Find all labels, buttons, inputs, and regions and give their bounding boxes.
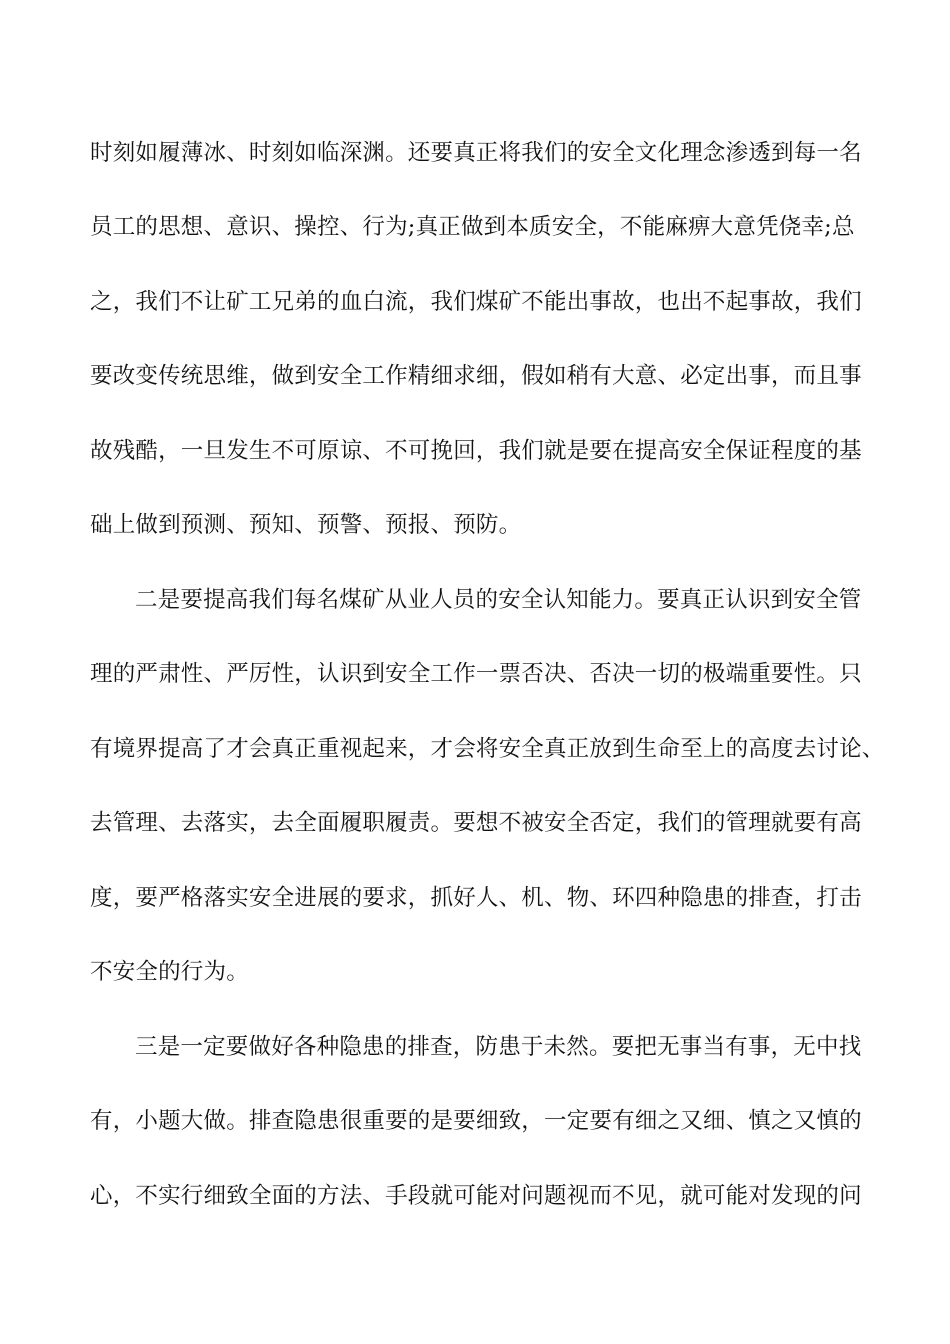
text-line: 要改变传统思维，做到安全工作精细求细，假如稍有大意、必定出事，而且事 bbox=[90, 363, 862, 389]
text-line: 员工的思想、意识、操控、行为;真正做到本质安全，不能麻痹大意凭侥幸;总 bbox=[90, 214, 855, 240]
text-line: 心，不实行细致全面的方法、手段就可能对问题视而不见，就可能对发现的问 bbox=[90, 1183, 862, 1209]
text-line: 有境界提高了才会真正重视起来，才会将安全真正放到生命至上的高度去讨论、 bbox=[90, 736, 885, 762]
paragraph-start-line: 二是要提高我们每名煤矿从业人员的安全认知能力。要真正认识到安全管 bbox=[135, 587, 862, 613]
paragraph-start-line: 三是一定要做好各种隐患的排查，防患于未然。要把无事当有事，无中找 bbox=[135, 1034, 862, 1060]
text-line: 础上做到预测、预知、预警、预报、预防。 bbox=[90, 512, 522, 538]
text-line: 故残酷，一旦发生不可原谅、不可挽回，我们就是要在提高安全保证程度的基 bbox=[90, 438, 862, 464]
text-line: 时刻如履薄冰、时刻如临深渊。还要真正将我们的安全文化理念渗透到每一名 bbox=[90, 140, 862, 166]
text-line: 有，小题大做。排查隐患很重要的是要细致，一定要有细之又细、慎之又慎的 bbox=[90, 1108, 862, 1134]
text-line: 之，我们不让矿工兄弟的血白流，我们煤矿不能出事故，也出不起事故，我们 bbox=[90, 289, 862, 315]
text-line: 不安全的行为。 bbox=[90, 959, 249, 985]
text-line: 理的严肃性、严厉性，认识到安全工作一票否决、否决一切的极端重要性。只 bbox=[90, 661, 862, 687]
text-line: 去管理、去落实，去全面履职履责。要想不被安全否定，我们的管理就要有高 bbox=[90, 810, 862, 836]
text-line: 度，要严格落实安全进展的要求，抓好人、机、物、环四种隐患的排查，打击 bbox=[90, 885, 862, 911]
